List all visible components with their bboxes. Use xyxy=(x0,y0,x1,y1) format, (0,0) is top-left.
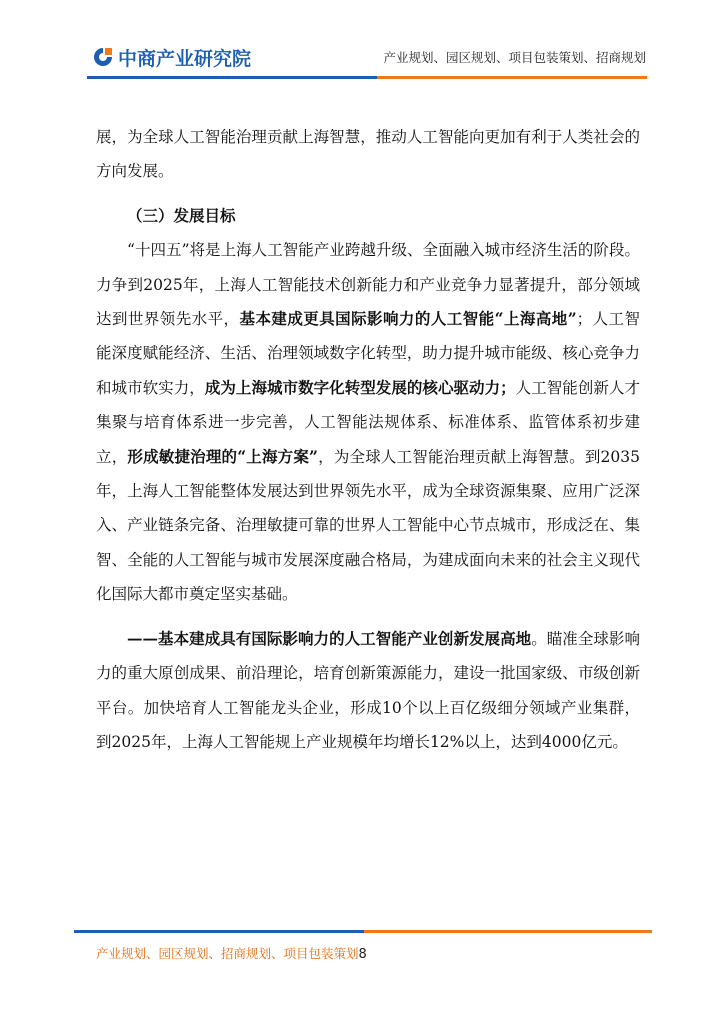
bold-run: 成为上海城市数字化转型发展的核心驱动力； xyxy=(204,377,516,397)
footer-tagline-text: 产业规划、园区规划、招商规划、项目包装策划 xyxy=(96,946,359,961)
header-tagline: 产业规划、园区规划、项目包装策划、招商规划 xyxy=(383,50,646,65)
text-run: 人工智能创新人才集聚与培育体系进一步完善，人工智能法规体系、标准体系、监管体系初步建立， xyxy=(96,378,640,466)
header-divider-blue xyxy=(87,76,377,79)
footer-divider-blue xyxy=(74,930,364,933)
page-footer xyxy=(0,930,724,990)
page-header xyxy=(0,0,724,90)
logo-text: 中商产业研究院 xyxy=(118,47,252,70)
paragraph-continuation: 展，为全球人工智能治理贡献上海智慧，推动人工智能向更加有利于人类社会的方向发展。 xyxy=(96,128,640,181)
bold-run: ——基本建成具有国际影响力的人工智能产业创新发展高地 xyxy=(127,628,532,648)
logo-icon xyxy=(92,46,114,68)
document-body xyxy=(96,120,640,759)
section-heading: （三）发展目标 xyxy=(127,205,236,225)
text-run: 。瞄准全球影响力的重大原创成果、前沿理论，培育创新策源能力，建设一批国家级、市级创新平台。加快培育人工智能龙头企业，形成10个以上百亿级细分领域产业集群，到2025年，上海人工智能规上产业规模年均增长12%以上，达到4000亿元。 xyxy=(96,629,640,751)
footer-tagline xyxy=(96,944,367,962)
text-run: “十四五”将是上海人工智能产业跨越升级、全面融入城市经济生活的阶段。力争到2025年，上海人工智能技术创新能力和产业竞争力显著提升，部分领域达到世界领先水平， xyxy=(96,241,640,329)
brand-logo xyxy=(92,42,251,72)
page-number: 8 xyxy=(358,947,367,962)
text-run: ；人工智能深度赋能经济、生活、治理领域数字化转型，助力提升城市能级、核心竞争力和城市软实力， xyxy=(96,310,640,397)
paragraph-goals xyxy=(96,233,640,611)
header-divider-orange xyxy=(377,76,647,79)
paragraph-innovation-highland xyxy=(96,622,640,760)
bold-run: 形成敏捷治理的“上海方案” xyxy=(127,446,318,466)
footer-divider-orange xyxy=(364,930,652,933)
bold-run: 基本建成更具国际影响力的人工智能“上海高地” xyxy=(239,309,577,329)
text-run: ，为全球人工智能治理贡献上海智慧。到2035年，上海人工智能整体发展达到世界领先水平，成为全球资源集聚、应用广泛深入、产业链条完备、治理敏捷可靠的世界人工智能中心节点城市，形成泛在、集智、全能的人工智能与城市发展深度融合格局，为建成面向未来的社会主义现代化国际大都市奠定坚实基础。 xyxy=(96,447,640,604)
